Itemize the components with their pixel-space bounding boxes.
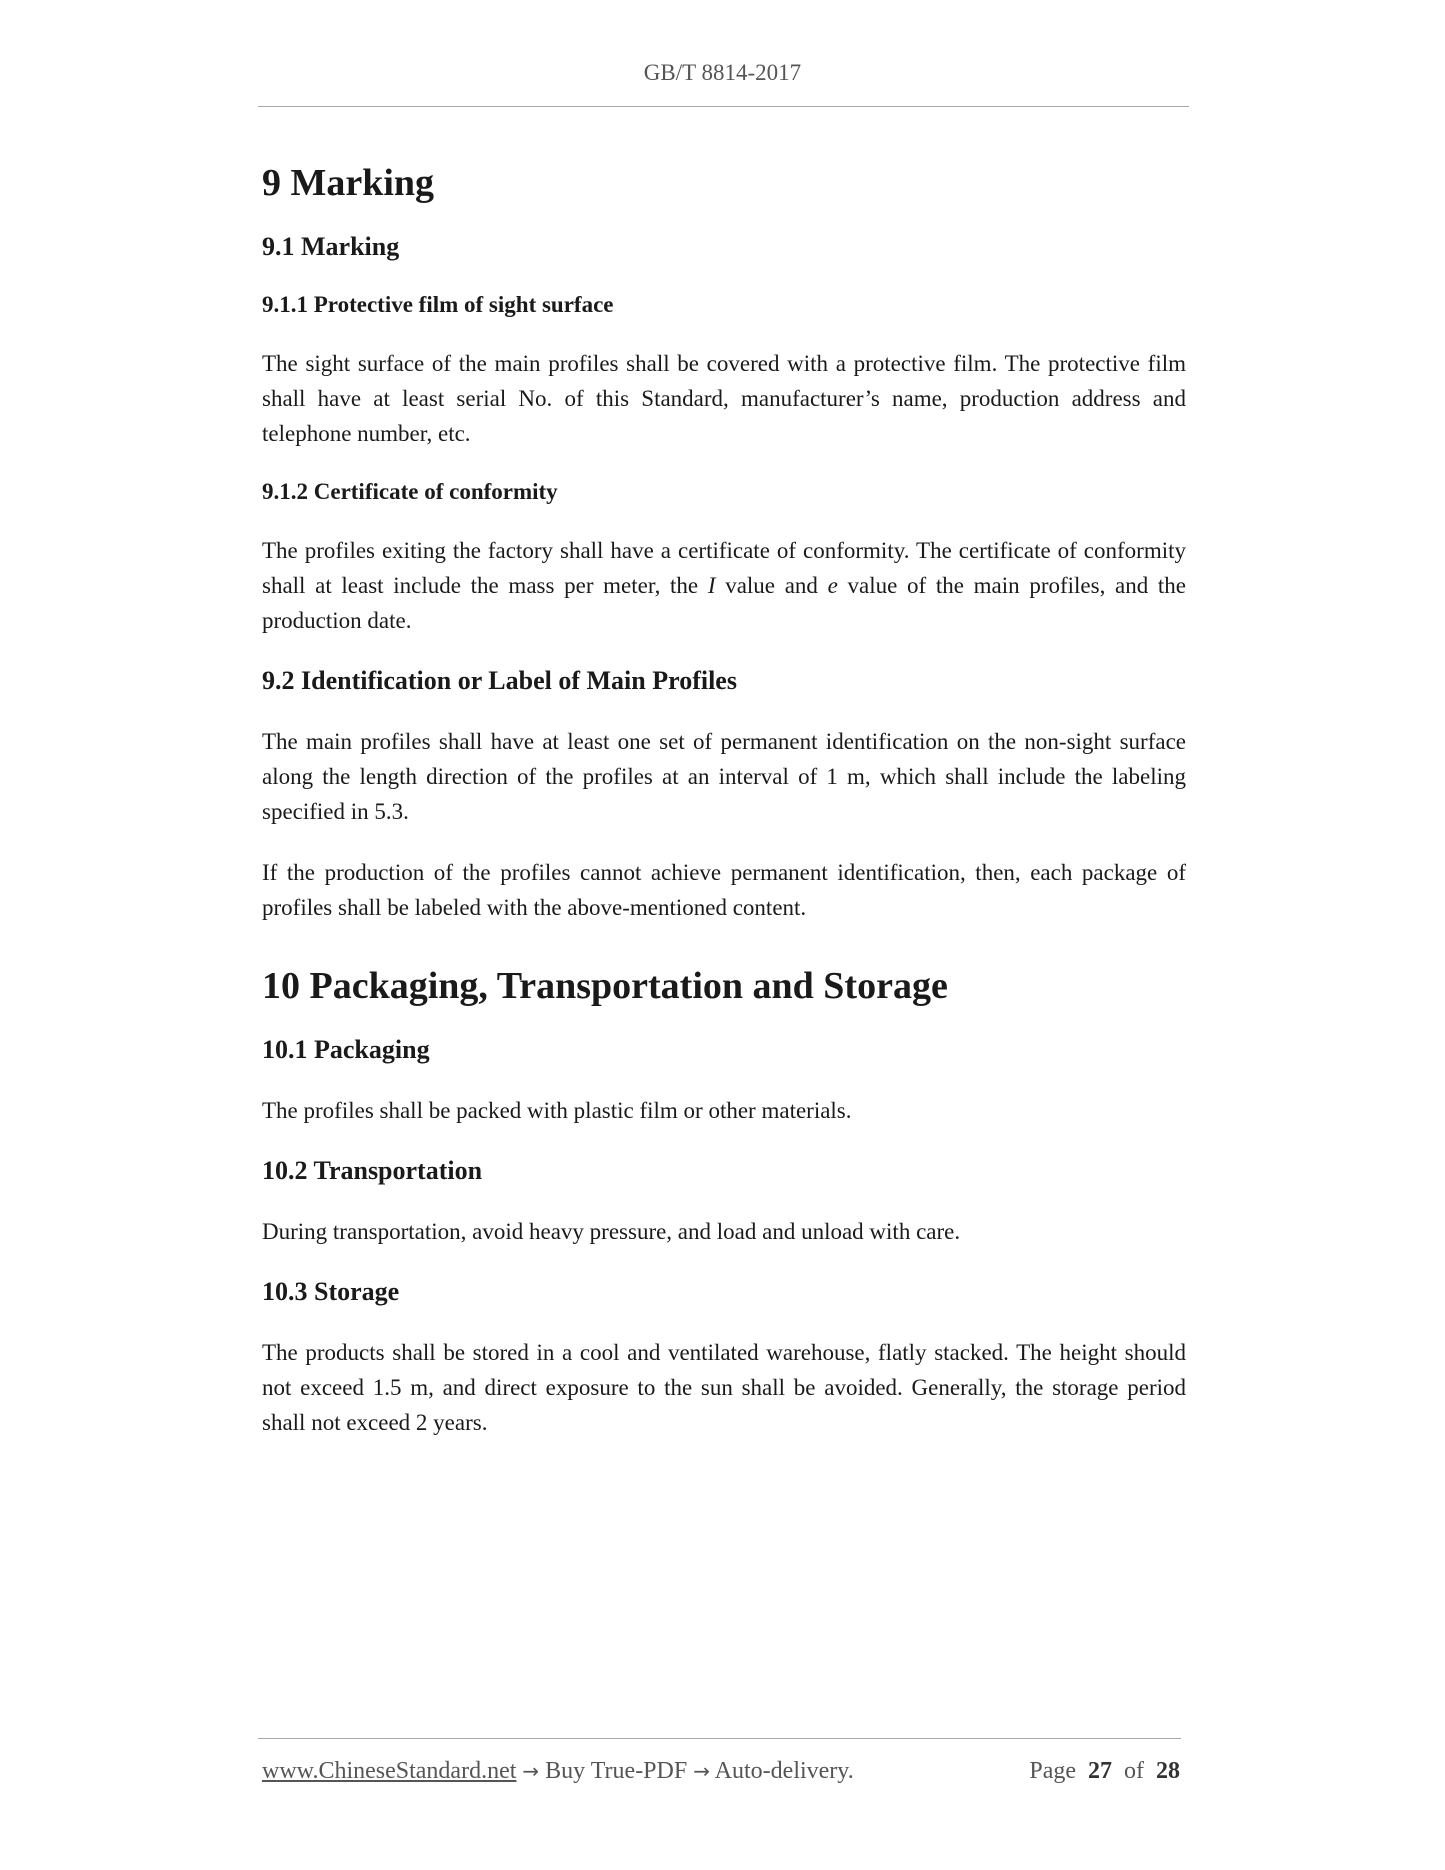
section-9-1-1-paragraph: The sight surface of the main profiles shall be covered with a protective film. The protective film shall have at least serial No. of this Standard, manufacturer’s name, production address and telephone number, etc.	[262, 351, 1186, 446]
page-footer	[262, 1758, 1180, 1788]
paragraph-text: The profiles exiting the factory shall have a certificate of conformity. The certificate of conformity shall at least include the mass per meter, the	[262, 538, 1186, 598]
document-body	[262, 158, 1186, 1466]
section-10-2-paragraph: During transportation, avoid heavy pressure, and load and unload with care.	[262, 1219, 961, 1244]
section-10-2-heading: 10.2 Transportation	[262, 1156, 483, 1185]
section-10-1-heading: 10.1 Packaging	[262, 1035, 430, 1064]
page-current: 27	[1088, 1758, 1112, 1784]
variable-i: I	[707, 573, 716, 598]
arrow-right-icon: →	[693, 1759, 710, 1783]
paragraph-text: value and	[715, 573, 828, 598]
page-total: 28	[1156, 1758, 1180, 1784]
section-10-3-heading: 10.3 Storage	[262, 1277, 400, 1306]
buy-pdf-text: Buy True-PDF	[545, 1758, 688, 1784]
section-9-1-2-heading: 9.1.2 Certificate of conformity	[262, 479, 558, 504]
footer-promo	[262, 1758, 854, 1785]
website-link[interactable]: www.ChineseStandard.net	[262, 1758, 517, 1784]
auto-delivery-text: Auto-delivery.	[714, 1758, 854, 1784]
variable-e: e	[827, 573, 838, 598]
section-9-heading: 9 Marking	[262, 162, 435, 204]
arrow-right-icon: →	[522, 1759, 540, 1783]
section-9-1-2-paragraph	[262, 533, 1186, 638]
page-header: GB/T 8814-2017	[643, 60, 802, 85]
section-9-1-1-heading: 9.1.1 Protective film of sight surface	[262, 292, 614, 317]
paragraph-text: value of the main profiles, and the production date.	[262, 573, 1187, 633]
header-divider	[258, 106, 1189, 107]
section-9-2-heading: 9.2 Identification or Label of Main Profiles	[262, 666, 737, 695]
section-9-2-paragraph-1: The main profiles shall have at least one set of permanent identification on the non-sight surface along the length direction of the profiles at an interval of 1 m, which shall include the labeling specified in 5.3.	[262, 729, 1186, 824]
section-9-2-paragraph-2: If the production of the profiles cannot achieve permanent identification, then, each package of profiles shall be labeled with the above-mentioned content.	[262, 860, 1186, 920]
section-9-1-heading: 9.1 Marking	[262, 232, 400, 261]
section-10-heading: 10 Packaging, Transportation and Storage	[262, 965, 948, 1007]
footer-divider	[258, 1738, 1181, 1739]
page-number	[1029, 1758, 1180, 1785]
page-label: Page	[1029, 1758, 1076, 1784]
section-10-1-paragraph: The profiles shall be packed with plastic film or other materials.	[262, 1098, 852, 1123]
section-10-3-paragraph: The products shall be stored in a cool and ventilated warehouse, flatly stacked. The height should not exceed 1.5 m, and direct exposure to the sun shall be avoided. Generally, the storage period shall not exceed 2 years.	[262, 1340, 1186, 1435]
of-label: of	[1124, 1758, 1144, 1784]
